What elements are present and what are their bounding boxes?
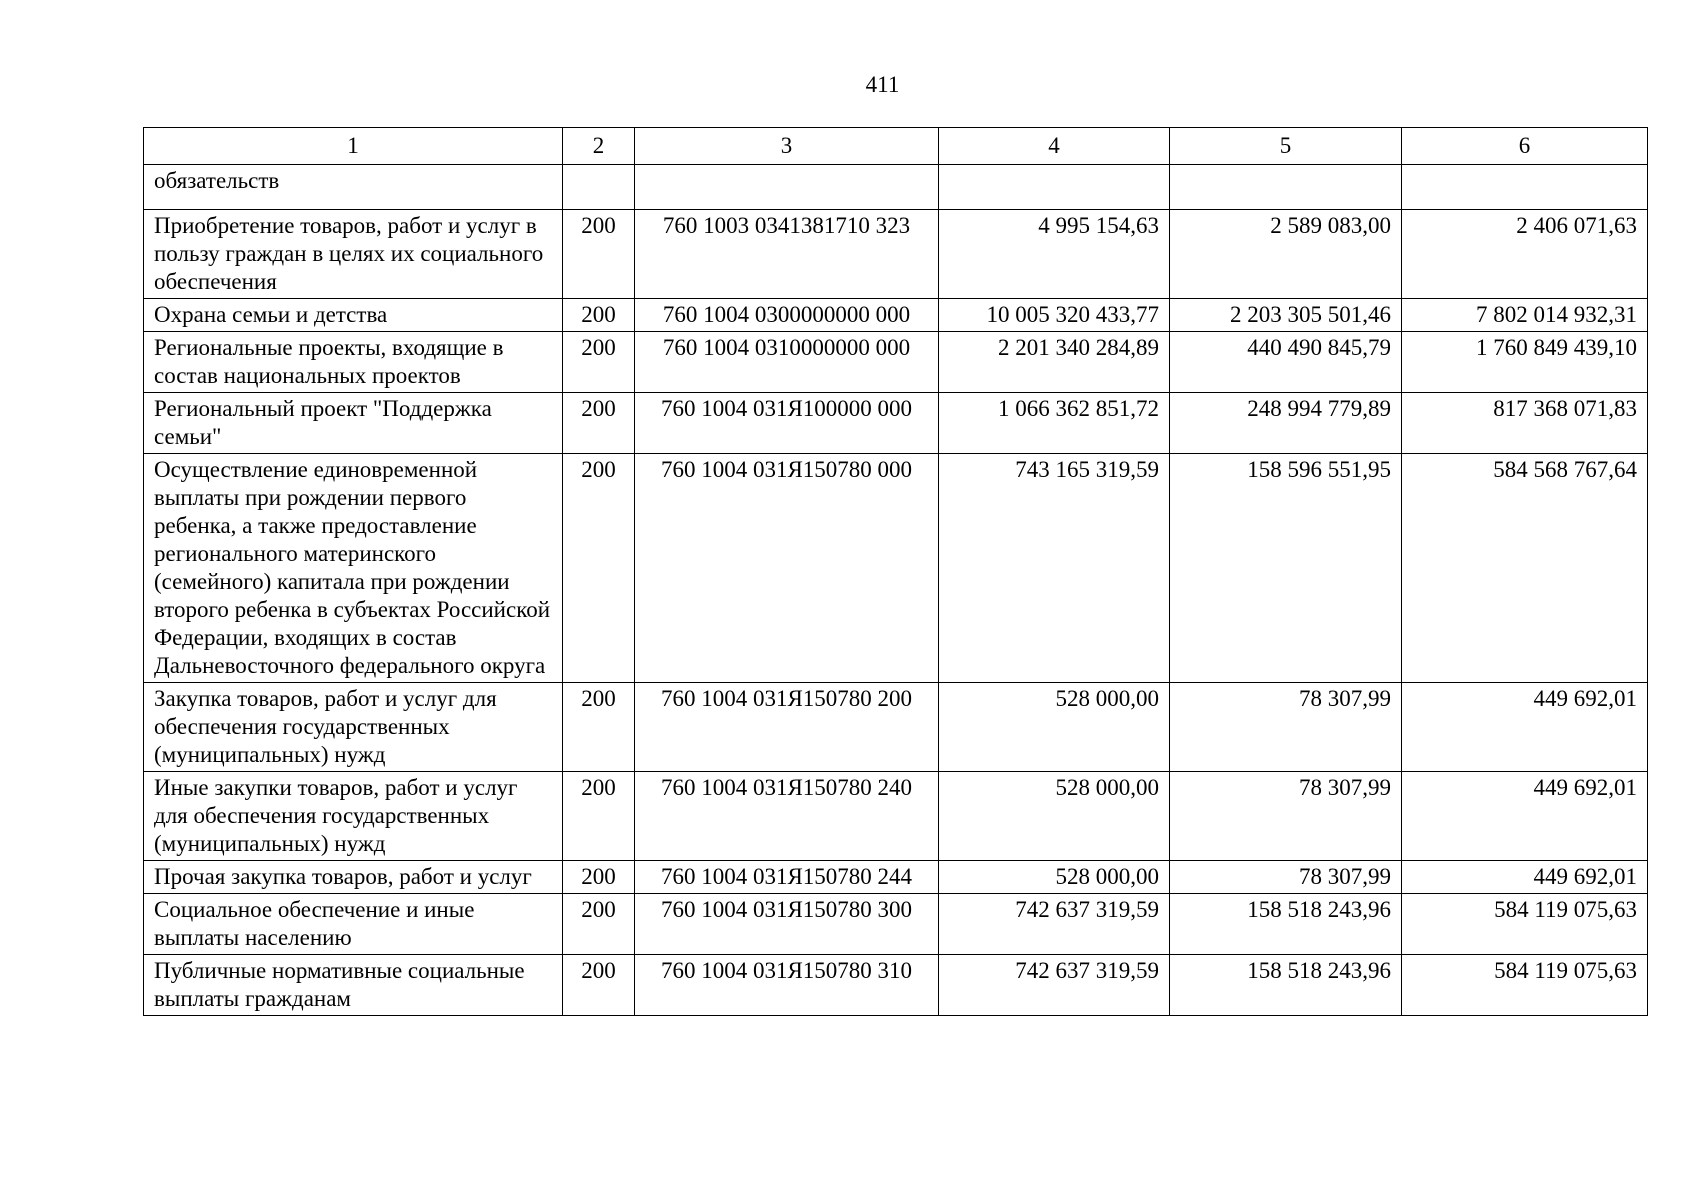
- table-row: [144, 955, 1648, 1016]
- cell-col6: 1 760 849 439,10: [1402, 332, 1648, 393]
- cell-name: Региональные проекты, входящие в состав национальных проектов: [144, 332, 563, 393]
- table-row: [144, 210, 1648, 299]
- column-header-4: 4: [939, 128, 1170, 165]
- cell-col5: 158 518 243,96: [1170, 894, 1402, 955]
- cell-code: 200: [563, 894, 635, 955]
- cell-col5: 440 490 845,79: [1170, 332, 1402, 393]
- cell-classification: 760 1004 031Я150780 000: [635, 454, 939, 683]
- table-row: [144, 454, 1648, 683]
- column-header-5: 5: [1170, 128, 1402, 165]
- table-row: [144, 683, 1648, 772]
- cell-name: Иные закупки товаров, работ и услуг для обеспечения государственных (муниципальных) нужд: [144, 772, 563, 861]
- cell-col6: 817 368 071,83: [1402, 393, 1648, 454]
- cell-col6: 449 692,01: [1402, 683, 1648, 772]
- cell-col4: 1 066 362 851,72: [939, 393, 1170, 454]
- cell-col4: 742 637 319,59: [939, 894, 1170, 955]
- cell-name: Закупка товаров, работ и услуг для обеспечения государственных (муниципальных) нужд: [144, 683, 563, 772]
- cell-code: 200: [563, 332, 635, 393]
- cell-code: 200: [563, 210, 635, 299]
- cell-col6: 584 119 075,63: [1402, 894, 1648, 955]
- cell-classification: 760 1004 0300000000 000: [635, 299, 939, 332]
- cell-name: Публичные нормативные социальные выплаты гражданам: [144, 955, 563, 1016]
- cell-name: Осуществление единовременной выплаты при рождении первого ребенка, а также предоставление регионального материнского (семейного) капитала при рождении второго ребенка в субъектах Российской Федерации, входящих в состав Дальневосточного федерального округа: [144, 454, 563, 683]
- cell-col6: 449 692,01: [1402, 861, 1648, 894]
- column-header-3: 3: [635, 128, 939, 165]
- cell-code: 200: [563, 772, 635, 861]
- table-row: [144, 861, 1648, 894]
- cell-col5: 248 994 779,89: [1170, 393, 1402, 454]
- table-header-row: [144, 128, 1648, 165]
- cell-col5: 78 307,99: [1170, 772, 1402, 861]
- cell-col6: 2 406 071,63: [1402, 210, 1648, 299]
- cell-col6: 7 802 014 932,31: [1402, 299, 1648, 332]
- cell-col5: [1170, 165, 1402, 210]
- cell-col6: 584 568 767,64: [1402, 454, 1648, 683]
- cell-classification: 760 1003 0341381710 323: [635, 210, 939, 299]
- table-row: [144, 393, 1648, 454]
- cell-name: Региональный проект "Поддержка семьи": [144, 393, 563, 454]
- table-row: [144, 299, 1648, 332]
- cell-col5: 78 307,99: [1170, 683, 1402, 772]
- column-header-2: 2: [563, 128, 635, 165]
- cell-col5: 2 203 305 501,46: [1170, 299, 1402, 332]
- cell-col4: 742 637 319,59: [939, 955, 1170, 1016]
- cell-code: 200: [563, 299, 635, 332]
- cell-col4: 528 000,00: [939, 772, 1170, 861]
- column-header-6: 6: [1402, 128, 1648, 165]
- cell-col5: 78 307,99: [1170, 861, 1402, 894]
- cell-col4: [939, 165, 1170, 210]
- cell-col4: 10 005 320 433,77: [939, 299, 1170, 332]
- cell-classification: 760 1004 031Я100000 000: [635, 393, 939, 454]
- cell-classification: 760 1004 0310000000 000: [635, 332, 939, 393]
- cell-col5: 158 596 551,95: [1170, 454, 1402, 683]
- cell-code: 200: [563, 454, 635, 683]
- cell-classification: 760 1004 031Я150780 300: [635, 894, 939, 955]
- table-row: [144, 332, 1648, 393]
- cell-classification: 760 1004 031Я150780 244: [635, 861, 939, 894]
- table-row: [144, 772, 1648, 861]
- cell-name: Социальное обеспечение и иные выплаты населению: [144, 894, 563, 955]
- table-row: [144, 894, 1648, 955]
- cell-col4: 528 000,00: [939, 683, 1170, 772]
- cell-name: обязательств: [144, 165, 563, 210]
- cell-name: Приобретение товаров, работ и услуг в пользу граждан в целях их социального обеспечения: [144, 210, 563, 299]
- cell-col6: 449 692,01: [1402, 772, 1648, 861]
- cell-classification: [635, 165, 939, 210]
- cell-col5: 2 589 083,00: [1170, 210, 1402, 299]
- cell-classification: 760 1004 031Я150780 310: [635, 955, 939, 1016]
- budget-table: [143, 127, 1648, 1016]
- cell-name: Охрана семьи и детства: [144, 299, 563, 332]
- page-number: 411: [865, 72, 900, 97]
- cell-col6: 584 119 075,63: [1402, 955, 1648, 1016]
- cell-col5: 158 518 243,96: [1170, 955, 1402, 1016]
- cell-col4: 743 165 319,59: [939, 454, 1170, 683]
- cell-name: Прочая закупка товаров, работ и услуг: [144, 861, 563, 894]
- table-row: [144, 165, 1648, 210]
- cell-col4: 528 000,00: [939, 861, 1170, 894]
- cell-classification: 760 1004 031Я150780 240: [635, 772, 939, 861]
- cell-code: [563, 165, 635, 210]
- cell-code: 200: [563, 861, 635, 894]
- cell-col4: 2 201 340 284,89: [939, 332, 1170, 393]
- cell-code: 200: [563, 393, 635, 454]
- cell-code: 200: [563, 683, 635, 772]
- cell-code: 200: [563, 955, 635, 1016]
- cell-col6: [1402, 165, 1648, 210]
- cell-classification: 760 1004 031Я150780 200: [635, 683, 939, 772]
- cell-col4: 4 995 154,63: [939, 210, 1170, 299]
- column-header-1: 1: [144, 128, 563, 165]
